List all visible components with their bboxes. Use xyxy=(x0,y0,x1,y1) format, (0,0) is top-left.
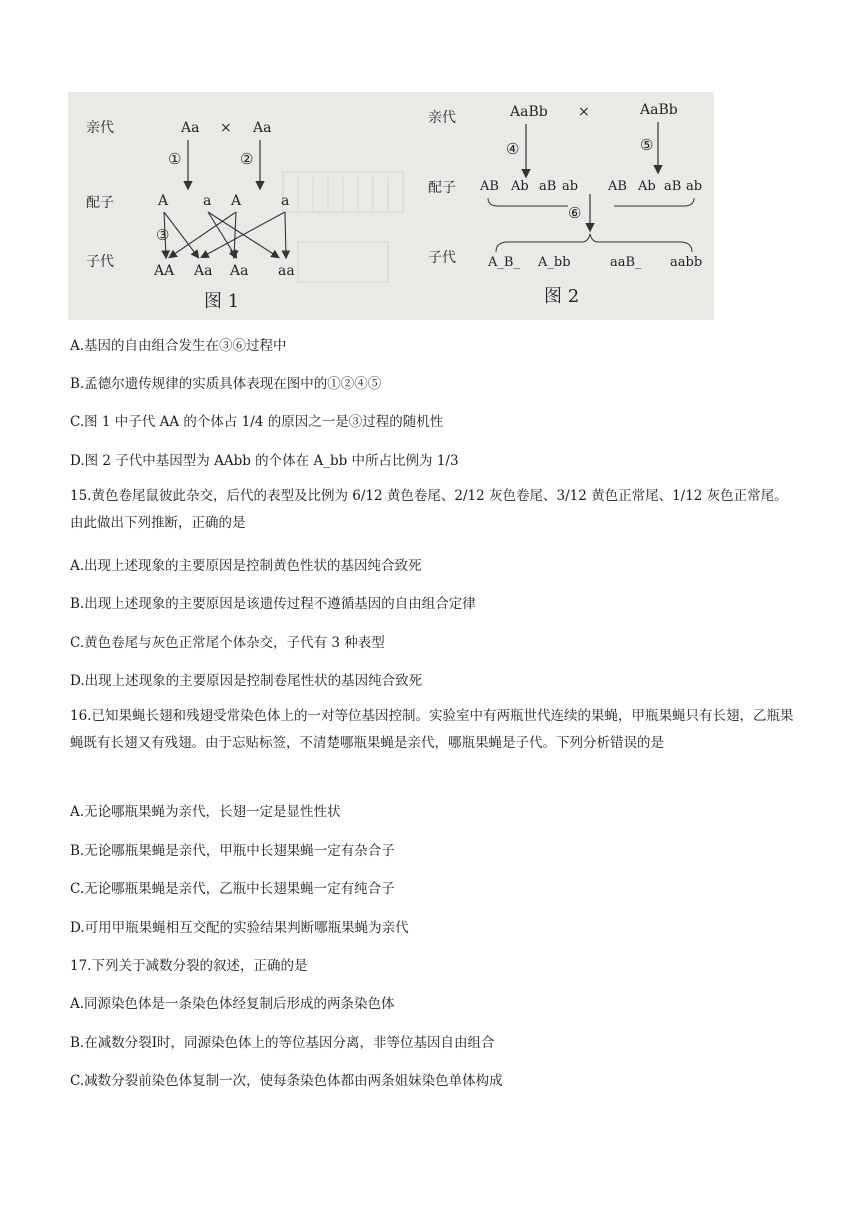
fig1-offspring-label: 子代 xyxy=(86,254,114,270)
fig2-gamete-label: 配子 xyxy=(428,180,456,196)
fig1-step1: ① xyxy=(168,150,182,168)
q15-option-d: D.出现上述现象的主要原因是控制卷尾性状的基因纯合致死 xyxy=(70,673,423,689)
q15-option-b: B.出现上述现象的主要原因是该遗传过程不遵循基因的自由组合定律 xyxy=(70,596,476,612)
q17-option-c: C.减数分裂前染色体复制一次，使每条染色体都由两条姐妹染色单体构成 xyxy=(70,1073,503,1089)
fig2-gamete-r1: AB xyxy=(608,179,627,194)
fig1-gamete-label: 配子 xyxy=(86,195,114,211)
q16-option-d: D.可用甲瓶果蝇相互交配的实验结果判断哪瓶果蝇为亲代 xyxy=(70,920,409,936)
q16-stem: 16.已知果蝇长翅和残翅受常染色体上的一对等位基因控制。实验室中有两瓶世代连续的果蝇，甲瓶果蝇只有长翅，乙瓶果蝇既有长翅又有残翅。由于忘贴标签，不清楚哪瓶果蝇是亲代，哪瓶果蝇是子代。下列分析错误的是 xyxy=(70,708,794,751)
fig2-parent-label: 亲代 xyxy=(428,110,456,126)
fig2-parent-left: AaBb xyxy=(510,104,548,120)
figure-1 xyxy=(86,119,295,312)
q14-option-c: C.图 1 中子代 AA 的个体占 1/4 的原因之一是③过程的随机性 xyxy=(70,414,444,430)
fig1-offspring-2: Aa xyxy=(194,263,213,279)
fig1-parent-right: Aa xyxy=(253,120,272,136)
fig1-offspring-1: AA xyxy=(154,263,175,279)
fig2-gamete-l2: Ab xyxy=(511,179,529,194)
q16-option-c: C.无论哪瓶果蝇是亲代，乙瓶中长翅果蝇一定有纯合子 xyxy=(70,881,395,897)
q15-stem: 15.黄色卷尾鼠彼此杂交，后代的表型及比例为 6/12 黄色卷尾、2/12 灰色卷尾、3/12 黄色正常尾、1/12 灰色正常尾。由此做出下列推断，正确的是 xyxy=(70,488,788,531)
fig1-step2: ② xyxy=(240,150,254,168)
figure-2 xyxy=(428,102,702,307)
fig1-gamete-2: a xyxy=(203,193,212,209)
fig1-parent-label: 亲代 xyxy=(86,120,114,136)
fig2-gamete-r4: ab xyxy=(686,179,703,194)
fig2-step4: ④ xyxy=(506,140,520,158)
fig1-gamete-1: A xyxy=(158,193,169,209)
q17-option-a: A.同源染色体是一条染色体经复制后形成的两条染色体 xyxy=(70,996,395,1012)
fig1-step3: ③ xyxy=(156,226,170,244)
fig2-offspring-label: 子代 xyxy=(428,250,456,266)
q14-option-d: D.图 2 子代中基因型为 AAbb 的个体在 A_bb 中所占比例为 1/3 xyxy=(70,453,459,469)
fig2-step5: ⑤ xyxy=(640,136,654,154)
fig2-offspring-4: aabb xyxy=(670,255,703,270)
fig2-gamete-l3: aB xyxy=(539,179,557,194)
fig2-offspring-1: A_B_ xyxy=(488,255,520,270)
q16-option-b: B.无论哪瓶果蝇是亲代，甲瓶中长翅果蝇一定有杂合子 xyxy=(70,843,395,859)
fig1-gamete-4: a xyxy=(281,193,290,209)
fig2-step6: ⑥ xyxy=(568,204,582,222)
fig2-caption: 图 2 xyxy=(544,286,580,307)
fig2-gamete-l4: ab xyxy=(562,179,579,194)
fig2-gamete-l1: AB xyxy=(480,179,499,194)
fig2-parent-right: AaBb xyxy=(640,102,678,118)
fig1-gamete-3: A xyxy=(231,193,242,209)
fig2-gamete-r2: Ab xyxy=(638,179,656,194)
fig1-parent-left: Aa xyxy=(181,120,200,136)
q14-option-a: A.基因的自由组合发生在③⑥过程中 xyxy=(70,338,287,354)
fig2-offspring-2: A_bb xyxy=(538,255,571,270)
fig1-cross: × xyxy=(220,120,232,136)
q15-option-a: A.出现上述现象的主要原因是控制黄色性状的基因纯合致死 xyxy=(70,558,422,574)
q17-option-b: B.在减数分裂Ⅰ时，同源染色体上的等位基因分离，非等位基因自由组合 xyxy=(70,1035,495,1051)
q14-option-b: B.孟德尔遗传规律的实质具体表现在图中的①②④⑤ xyxy=(70,376,382,392)
q16-option-a: A.无论哪瓶果蝇为亲代，长翅一定是显性性状 xyxy=(70,804,341,820)
fig1-offspring-3: Aa xyxy=(230,263,249,279)
fig2-cross: × xyxy=(578,104,590,120)
fig1-offspring-4: aa xyxy=(278,263,295,279)
fig1-caption: 图 1 xyxy=(204,291,240,312)
fig2-offspring-3: aaB_ xyxy=(610,255,642,270)
q15-option-c: C.黄色卷尾与灰色正常尾个体杂交，子代有 3 种表型 xyxy=(70,635,385,651)
genetics-figure xyxy=(68,92,714,320)
q17-stem: 17.下列关于减数分裂的叙述，正确的是 xyxy=(70,958,308,974)
fig2-gamete-r3: aB xyxy=(664,179,682,194)
